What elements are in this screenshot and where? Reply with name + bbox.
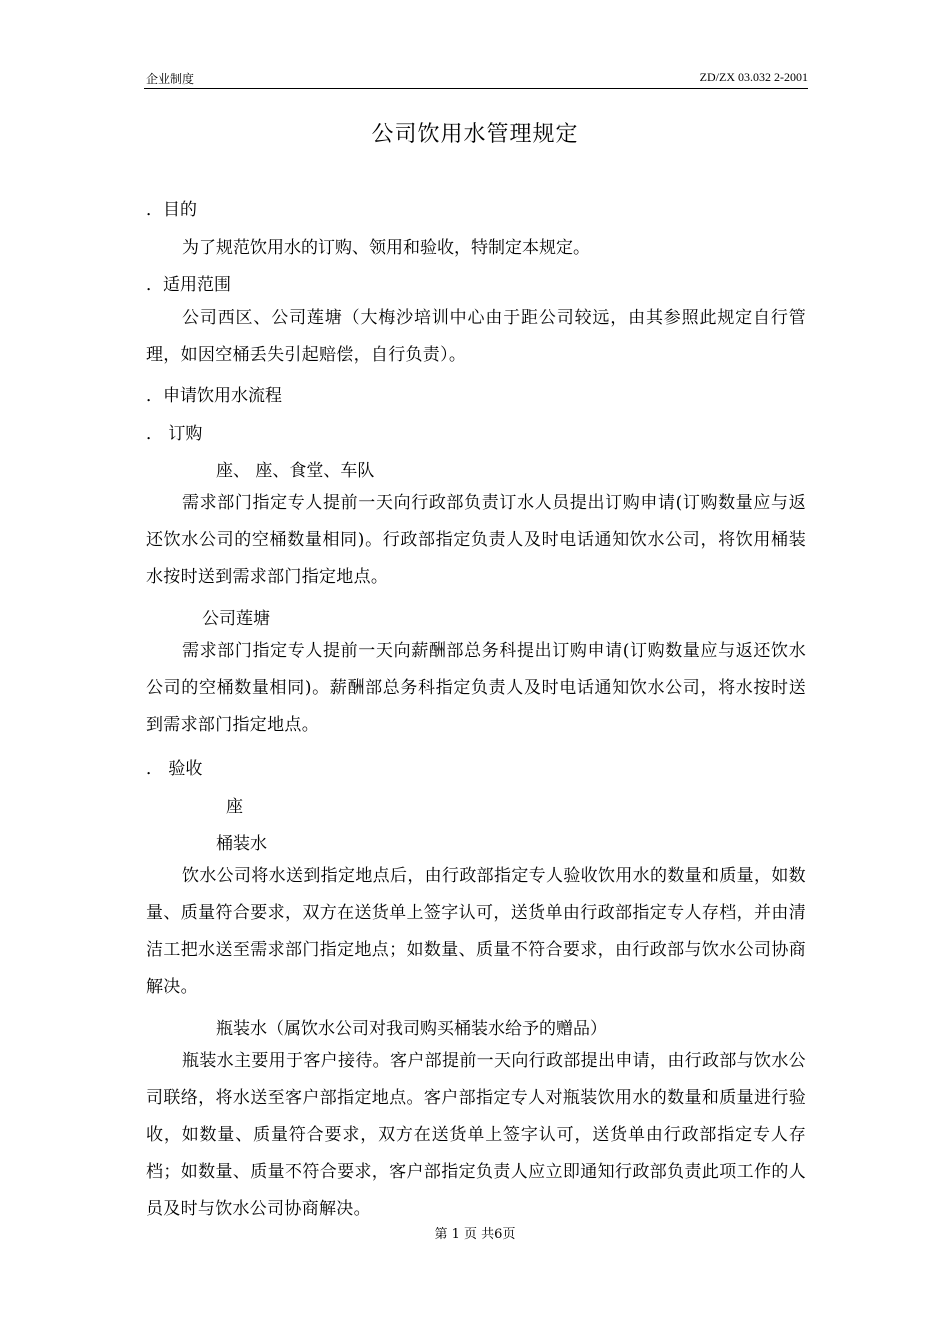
subsection-accept-heading: ． 验收	[146, 759, 203, 779]
section-purpose-text: 为了规范饮用水的订购、领用和验收，特制定本规定。	[182, 238, 590, 258]
page-footer: 第 1 页 共6页	[434, 1227, 516, 1242]
order-text-main: 需求部门指定专人提前一天向行政部负责订水人员提出订购申请(订购数量应与返还饮水公司的空桶数量相同)。行政部指定负责人及时电话通知饮水公司，将饮用桶装水按时送到需求部门指定地点。	[146, 493, 806, 587]
section-scope-heading: ．适用范围	[146, 275, 231, 295]
header-category: 企业制度	[146, 72, 195, 86]
document-title: 公司饮用水管理规定	[371, 122, 579, 147]
page-header	[144, 68, 808, 89]
accept-sub-seat: 座	[226, 797, 243, 817]
section-scope-text: 公司西区、公司莲塘（大梅沙培训中心由于距公司较远，由其参照此规定自行管理，如因空桶丢失引起赔偿，自行负责）。	[146, 308, 806, 365]
accept-sub-barrel: 桶装水	[216, 834, 267, 854]
accept-text-bottled: 瓶装水主要用于客户接待。客户部提前一天向行政部提出申请，由行政部与饮水公司联络，将水送至客户部指定地点。客户部指定专人对瓶装饮用水的数量和质量进行验收，如数量、质量符合要求，双方在送货单上签字认可，送货单由行政部指定专人存档；如数量、质量不符合要求，客户部指定负责人应立即通知行政部负责此项工作的人员及时与饮水公司协商解决。	[146, 1051, 806, 1219]
order-sub-liantang: 公司莲塘	[202, 609, 270, 629]
accept-sub-bottled: 瓶装水（属饮水公司对我司购买桶装水给予的赠品）	[216, 1019, 607, 1039]
accept-text-barrel: 饮水公司将水送到指定地点后，由行政部指定专人验收饮用水的数量和质量，如数量、质量符合要求，双方在送货单上签字认可，送货单由行政部指定专人存档，并由清洁工把水送至需求部门指定地点；如数量、质量不符合要求，由行政部与饮水公司协商解决。	[146, 866, 806, 997]
header-doc-number: ZD/ZX 03.032 2-2001	[699, 70, 808, 84]
section-process-heading: ．申请饮用水流程	[146, 386, 282, 406]
subsection-order-heading: ． 订购	[146, 424, 203, 444]
order-text-liantang: 需求部门指定专人提前一天向薪酬部总务科提出订购申请(订购数量应与返还饮水公司的空桶数量相同)。薪酬部总务科指定负责人及时电话通知饮水公司，将水按时送到需求部门指定地点。	[146, 641, 806, 735]
order-sub-locations: 座、 座、食堂、车队	[216, 461, 375, 481]
section-purpose-heading: ．目的	[146, 200, 197, 220]
